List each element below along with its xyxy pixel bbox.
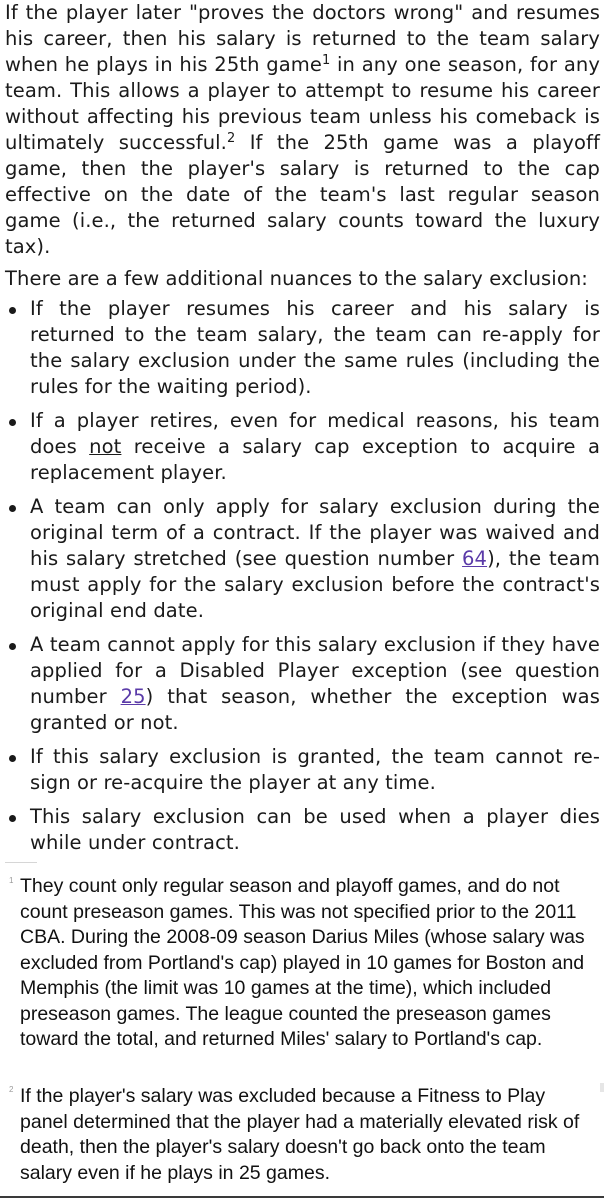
paragraph-comeback-text-a: If the player later "proves the doctors wrong" and resumes his career, then his salary is returned to the team salary when he plays in his 25th game: [5, 1, 600, 76]
footnote-2: If the player's salary was excluded because a Fitness to Play panel determined that the player had a materially elevated risk of death, then the player's salary doesn't go back onto the team salary even if he plays in 25 games.: [20, 1085, 580, 1184]
bullet-dot-icon: [9, 505, 16, 512]
list-item: [5, 744, 600, 796]
list-item: [5, 494, 600, 624]
list-item: [5, 804, 600, 856]
nuances-list: [5, 296, 600, 856]
list-item-text: A team can only apply for salary exclusion during the original term of a contract. If the player was waived and his salary stretched (see question number: [30, 495, 600, 570]
footnote-1-marker[interactable]: 1: [9, 876, 14, 885]
bottom-divider: [0, 1196, 604, 1198]
paragraph-comeback-text-c: If the 25th game was a playoff game, then the player's salary is returned to the cap effective on the date of the team's last regular season game (i.e., the returned salary counts toward the luxury tax).: [5, 131, 600, 258]
list-item: [5, 408, 600, 486]
footnote-1: They count only regular season and playoff games, and do not count preseason games. This was not specified prior to the 2011 CBA. During the 2008-09 season Darius Miles (whose salary was excluded from Portland's cap) played in 10 games for Boston and Memphis (the limit was 10 games at the time), which included preseason games. The league counted the preseason games toward the total, and returned Miles' salary to Portland's cap.: [20, 875, 585, 1050]
bullet-dot-icon: [9, 419, 16, 426]
emphasis-not: not: [89, 435, 122, 458]
list-item-text: If the player resumes his career and his salary is returned to the team salary, the team can re-apply for the salary exclusion under the same rules (including the rules for the waiting period).: [30, 297, 600, 398]
list-item: [5, 296, 600, 400]
list-item-text: ), the team must apply for the salary exclusion before the contract's original end date.: [30, 547, 600, 622]
bullet-dot-icon: [9, 815, 16, 822]
list-item-text: This salary exclusion can be used when a player dies while under contract.: [30, 805, 600, 854]
list-item: [5, 632, 600, 736]
list-item-text: If this salary exclusion is granted, the team cannot re-sign or re-acquire the player at any time.: [30, 745, 600, 794]
paragraph-comeback: [5, 0, 600, 260]
list-item-text: A team cannot apply for this salary exclusion if they have applied for a Disabled Player exception (see question number: [30, 633, 600, 708]
footnote-divider: [5, 862, 37, 863]
bullet-dot-icon: [9, 755, 16, 762]
list-item-text: receive a salary cap exception to acquire a replacement player.: [30, 435, 600, 484]
question-25-link[interactable]: 25: [120, 685, 146, 708]
main-content: [5, 0, 600, 864]
footnote-2-marker[interactable]: 2: [9, 1085, 14, 1094]
footnote-ref-1[interactable]: 1: [321, 53, 331, 68]
bullet-dot-icon: [9, 643, 16, 650]
list-item-text: If a player retires, even for medical reasons, his team does: [30, 409, 600, 458]
bullet-dot-icon: [9, 307, 16, 314]
paragraph-comeback-text-b: in any one season, for any team. This allows a player to attempt to resume his career without affecting his previous team unless his comeback is ultimately successful.: [5, 53, 600, 154]
nuances-intro: There are a few additional nuances to the salary exclusion:: [5, 267, 588, 290]
list-item-text: ) that season, whether the exception was granted or not.: [30, 685, 600, 734]
scrollbar-thumb[interactable]: [600, 1083, 604, 1092]
footnote-ref-2[interactable]: 2: [226, 131, 236, 146]
question-64-link[interactable]: 64: [462, 547, 488, 570]
